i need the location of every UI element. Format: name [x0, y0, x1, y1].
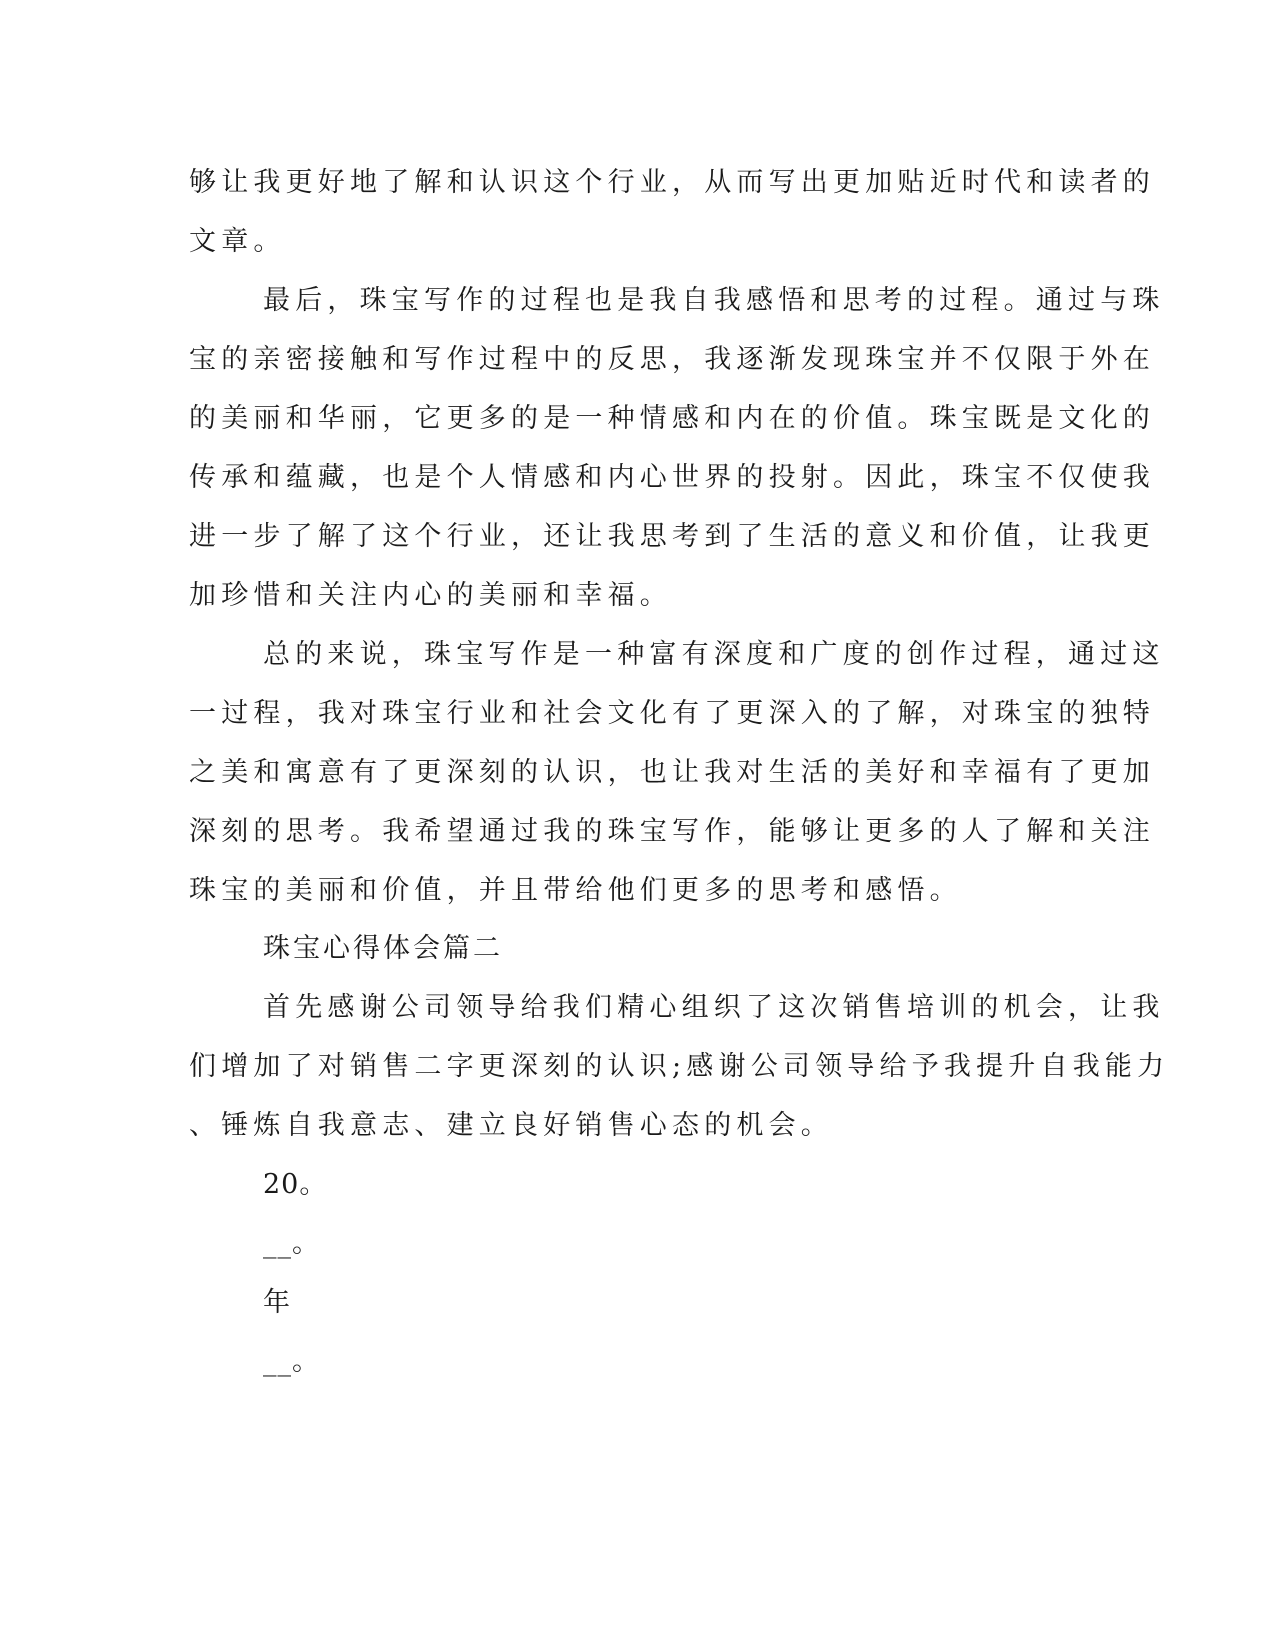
paragraph-line: 20。 [263, 1169, 328, 1200]
blank-fill-line: __。 [263, 1228, 320, 1259]
paragraph-line: 深刻的思考。我希望通过我的珠宝写作，能够让更多的人了解和关注 [189, 816, 1155, 847]
paragraph-line: 首先感谢公司领导给我们精心组织了这次销售培训的机会，让我 [263, 992, 1165, 1023]
paragraph-line: 够让我更好地了解和认识这个行业，从而写出更加贴近时代和读者的 [189, 167, 1155, 198]
paragraph-line: 最后，珠宝写作的过程也是我自我感悟和思考的过程。通过与珠 [263, 285, 1165, 316]
paragraph-line: 进一步了解了这个行业，还让我思考到了生活的意义和价值，让我更 [189, 521, 1155, 552]
paragraph-line: 们增加了对销售二字更深刻的认识;感谢公司领导给予我提升自我能力 [189, 1051, 1170, 1082]
paragraph-line: 的美丽和华丽，它更多的是一种情感和内在的价值。珠宝既是文化的 [189, 403, 1155, 434]
paragraph-line: 珠宝的美丽和价值，并且带给他们更多的思考和感悟。 [189, 875, 962, 906]
paragraph-line: 加珍惜和关注内心的美丽和幸福。 [189, 580, 672, 611]
section-heading: 珠宝心得体会篇二 [263, 933, 503, 964]
blank-fill-line: __。 [263, 1346, 320, 1377]
paragraph-line: 之美和寓意有了更深刻的认识，也让我对生活的美好和幸福有了更加 [189, 757, 1155, 788]
paragraph-line: 、锤炼自我意志、建立良好销售心态的机会。 [189, 1110, 833, 1141]
paragraph-line: 总的来说，珠宝写作是一种富有深度和广度的创作过程，通过这 [263, 639, 1165, 670]
paragraph-line: 宝的亲密接触和写作过程中的反思，我逐渐发现珠宝并不仅限于外在 [189, 344, 1155, 375]
paragraph-line: 年 [263, 1287, 291, 1318]
paragraph-line: 文章。 [189, 226, 286, 257]
paragraph-line: 传承和蕴藏，也是个人情感和内心世界的投射。因此，珠宝不仅使我 [189, 462, 1155, 493]
paragraph-line: 一过程，我对珠宝行业和社会文化有了更深入的了解，对珠宝的独特 [189, 698, 1155, 729]
